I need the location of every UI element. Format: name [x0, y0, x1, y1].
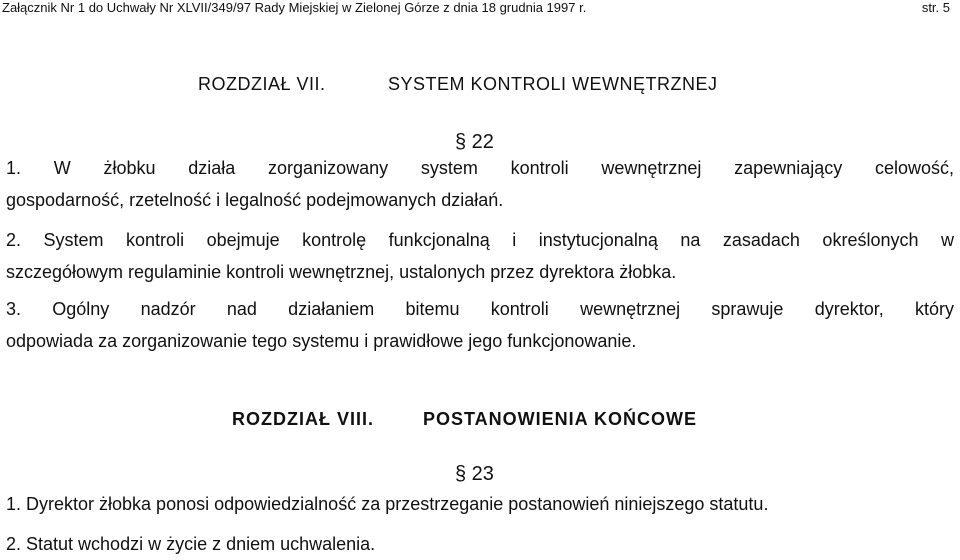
- chapter-7-number: ROZDZIAŁ VII.: [198, 74, 326, 94]
- section-22-sign: § 22: [455, 131, 494, 153]
- chapter-8-title: POSTANOWIENIA KOŃCOWE: [423, 409, 697, 429]
- header-attachment-note: Załącznik Nr 1 do Uchwały Nr XLVII/349/97 Rady Miejskiej w Zielonej Górze z dnia 18 grudnia 1997 r.: [2, 0, 587, 15]
- section-22-item-3: [6, 293, 954, 357]
- item-1-line-1: 1. W żłobku działa zorganizowany system kontroli wewnętrznej zapewniający celowość,: [6, 158, 954, 178]
- section-22-item-2: [6, 224, 954, 288]
- item-2-line-1: 2. System kontroli obejmuje kontrolę funkcjonalną i instytucjonalną na zasadach określonych w: [6, 230, 954, 250]
- section-22-item-1: [6, 152, 954, 216]
- chapter-8-number: ROZDZIAŁ VIII.: [232, 409, 374, 429]
- item-2-line-2: szczegółowym regulaminie kontroli wewnętrznej, ustalonych przez dyrektora żłobka.: [6, 262, 677, 282]
- section-23-sign: § 23: [455, 463, 494, 485]
- item-1-line-2: gospodarność, rzetelność i legalność podejmowanych działań.: [6, 190, 504, 210]
- item-3-line-1: 3. Ogólny nadzór nad działaniem bitemu kontroli wewnętrznej sprawuje dyrektor, który: [6, 299, 954, 319]
- item-23-2: 2. Statut wchodzi w życie z dniem uchwalenia.: [6, 534, 376, 554]
- page-number: str. 5: [921, 0, 950, 15]
- section-23-item-1: [6, 488, 954, 520]
- section-23-item-2: [6, 528, 954, 560]
- item-23-1: 1. Dyrektor żłobka ponosi odpowiedzialność za przestrzeganie postanowień niniejszego statutu.: [6, 494, 769, 514]
- item-3-line-2: odpowiada za zorganizowanie tego systemu i prawidłowe jego funkcjonowanie.: [6, 331, 637, 351]
- chapter-7-title: SYSTEM KONTROLI WEWNĘTRZNEJ: [388, 74, 718, 94]
